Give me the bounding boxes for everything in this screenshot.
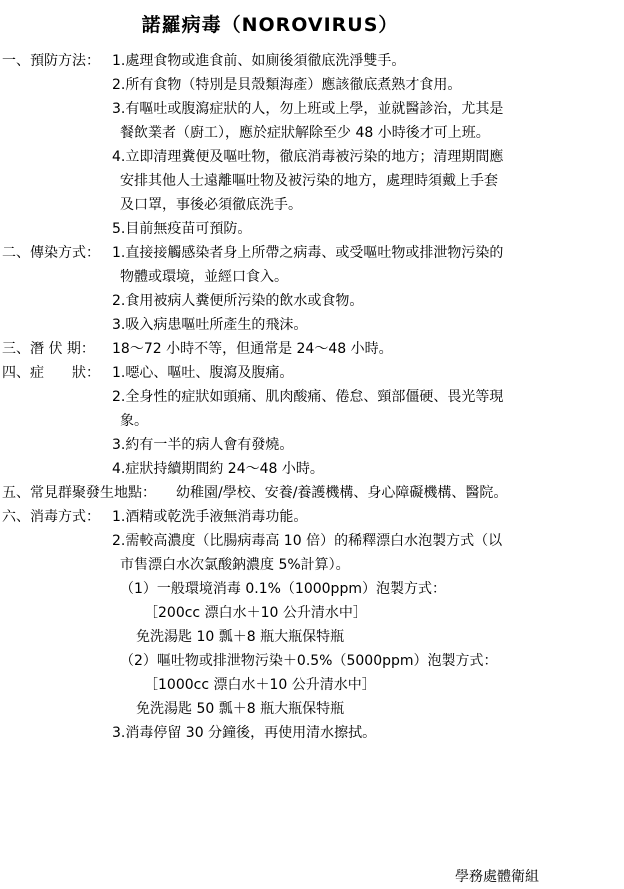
symptoms-item-1: 1.噁心、嘔吐、腹瀉及腹痛。 [112,365,294,381]
symptoms-item-3: 3.約有一半的病人會有發燒。 [112,437,294,453]
incubation-text: 18～72 小時不等，但通常是 24～48 小時。 [112,341,393,357]
footer-department: 學務處體衛組 [455,869,539,885]
transmission-item-2: 2.食用被病人糞便所污染的飲水或食物。 [112,293,364,309]
incubation-label: 三、潛 伏 期： [2,341,95,357]
disinfection-sub-1-mix: ［200cc 漂白水＋10 公升清水中］ [144,605,367,621]
transmission-label: 二、傳染方式： [2,245,100,261]
transmission-item-1-line-1: 1.直接接觸感染者身上所帶之病毒、或受嘔吐物或排泄物污染的 [112,245,504,261]
prevention-item-1: 1.處理食物或進食前、如廁後須徹底洗淨雙手。 [112,53,406,69]
symptoms-item-4: 4.症狀持續期間約 24～48 小時。 [112,461,324,477]
outbreak-label: 五、常見群聚發生地點： [2,485,156,501]
transmission-item-1-line-2: 物體或環境，並經口食入。 [120,269,288,285]
disinfection-sub-2-note: 免洗湯匙 50 瓢＋8 瓶大瓶保特瓶 [136,701,345,717]
transmission-item-3: 3.吸入病患嘔吐所產生的飛沫。 [112,317,308,333]
outbreak-text: 幼稚園/學校、安養/養護機構、身心障礙機構、醫院。 [176,485,508,501]
prevention-item-2: 2.所有食物（特別是貝殼類海產）應該徹底煮熟才食用。 [112,77,462,93]
disinfection-sub-1-title: （1）一般環境消毒 0.1%（1000ppm）泡製方式： [120,581,446,597]
prevention-item-4-line-3: 及口罩，事後必須徹底洗手。 [120,197,302,213]
symptoms-item-2-line-2: 象。 [120,413,148,429]
prevention-label: 一、預防方法： [2,53,100,69]
prevention-item-3-line-2: 餐飲業者（廚工），應於症狀解除至少 48 小時後才可上班。 [120,125,490,141]
disinfection-item-3: 3.消毒停留 30 分鐘後，再使用清水擦拭。 [112,725,377,741]
disinfection-label: 六、消毒方式： [2,509,100,525]
prevention-item-4-line-2: 安排其他人士遠離嘔吐物及被污染的地方，處理時須戴上手套 [120,173,498,189]
disinfection-item-2-line-1: 2.需較高濃度（比腸病毒高 10 倍）的稀釋漂白水泡製方式（以 [112,533,503,549]
page-title: 諾羅病毒（NOROVIRUS） [141,14,399,36]
prevention-item-4-line-1: 4.立即清理糞便及嘔吐物，徹底消毒被污染的地方；清理期間應 [112,149,504,165]
disinfection-sub-2-title: （2）嘔吐物或排泄物污染＋0.5%（5000ppm）泡製方式： [120,653,498,669]
symptoms-item-2-line-1: 2.全身性的症狀如頭痛、肌肉酸痛、倦怠、頸部僵硬、畏光等現 [112,389,504,405]
prevention-item-5: 5.目前無疫苗可預防。 [112,221,252,237]
disinfection-item-2-line-2: 市售漂白水次氯酸鈉濃度 5%計算）。 [120,557,350,573]
disinfection-sub-1-note: 免洗湯匙 10 瓢＋8 瓶大瓶保特瓶 [136,629,345,645]
prevention-item-3-line-1: 3.有嘔吐或腹瀉症狀的人，勿上班或上學，並就醫診治，尤其是 [112,101,504,117]
disinfection-item-1: 1.酒精或乾洗手液無消毒功能。 [112,509,308,525]
symptoms-label: 四、症 狀： [2,365,100,381]
disinfection-sub-2-mix: ［1000cc 漂白水＋10 公升清水中］ [144,677,376,693]
